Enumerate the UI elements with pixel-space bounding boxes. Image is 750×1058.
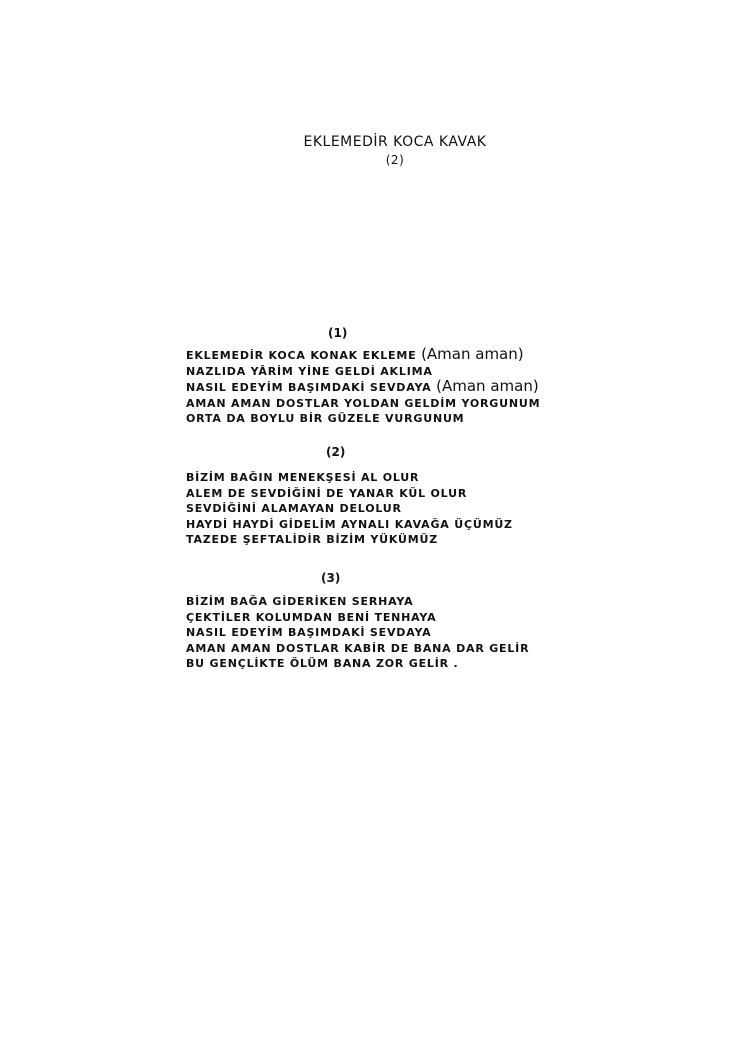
verse-line: TAZEDE ŞEFTALİDİR BİZİM YÜKÜMÜZ [186,533,439,546]
verse-line: ALEM DE SEVDİĞİNİ DE YANAR KÜL OLUR [186,486,468,500]
verse-line: SEVDİĞİNİ ALAMAYAN DELOLUR [186,502,402,515]
verse-line: NAZLIDA YÂRİM YİNE GELDİ AKLIMA [186,364,433,378]
verse-line: ÇEKTİLER KOLUMDAN BENİ TENHAYA [186,610,437,624]
verse-line: NASIL EDEYİM BAŞIMDAKİ SEVDAYA [186,626,432,639]
verse-line: BİZİM BAĞA GİDERİKEN SERHAYA [186,595,414,608]
stanza-number: (1) [328,326,348,340]
verse-line [186,379,540,396]
title-main: EKLEMEDİR KOCA KAVAK [303,134,487,150]
stanza [186,594,529,672]
verse-text: EKLEMEDİR KOCA KONAK EKLEME [186,349,417,362]
verse-line: HAYDİ HAYDİ GİDELİM AYNALI KAVAĞA ÜÇÜMÜZ [186,517,513,531]
verse-line: AMAN AMAN DOSTLAR KABİR DE BANA DAR GELİR [186,641,530,655]
verse-line: BU GENÇLİKTE ÖLÜM BANA ZOR GELİR . [186,657,459,670]
verse-refrain: (Aman aman) [421,345,524,363]
page-title [0,133,750,169]
verse-line: ORTA DA BOYLU BİR GÜZELE VURGUNUM [186,412,465,425]
stanza-number: (3) [321,571,341,585]
title-subtitle: (2) [385,153,405,167]
stanza [186,470,513,548]
verse-line: BİZİM BAĞIN MENEKŞESİ AL OLUR [186,471,420,484]
verse-line [186,347,540,364]
stanza-number: (2) [326,445,346,459]
verse-text: NASIL EDEYİM BAŞIMDAKİ SEVDAYA [186,381,432,394]
verse-refrain: (Aman aman) [436,377,539,395]
verse-line: AMAN AMAN DOSTLAR YOLDAN GELDİM YORGUNUM [186,396,541,410]
stanza [186,347,540,427]
